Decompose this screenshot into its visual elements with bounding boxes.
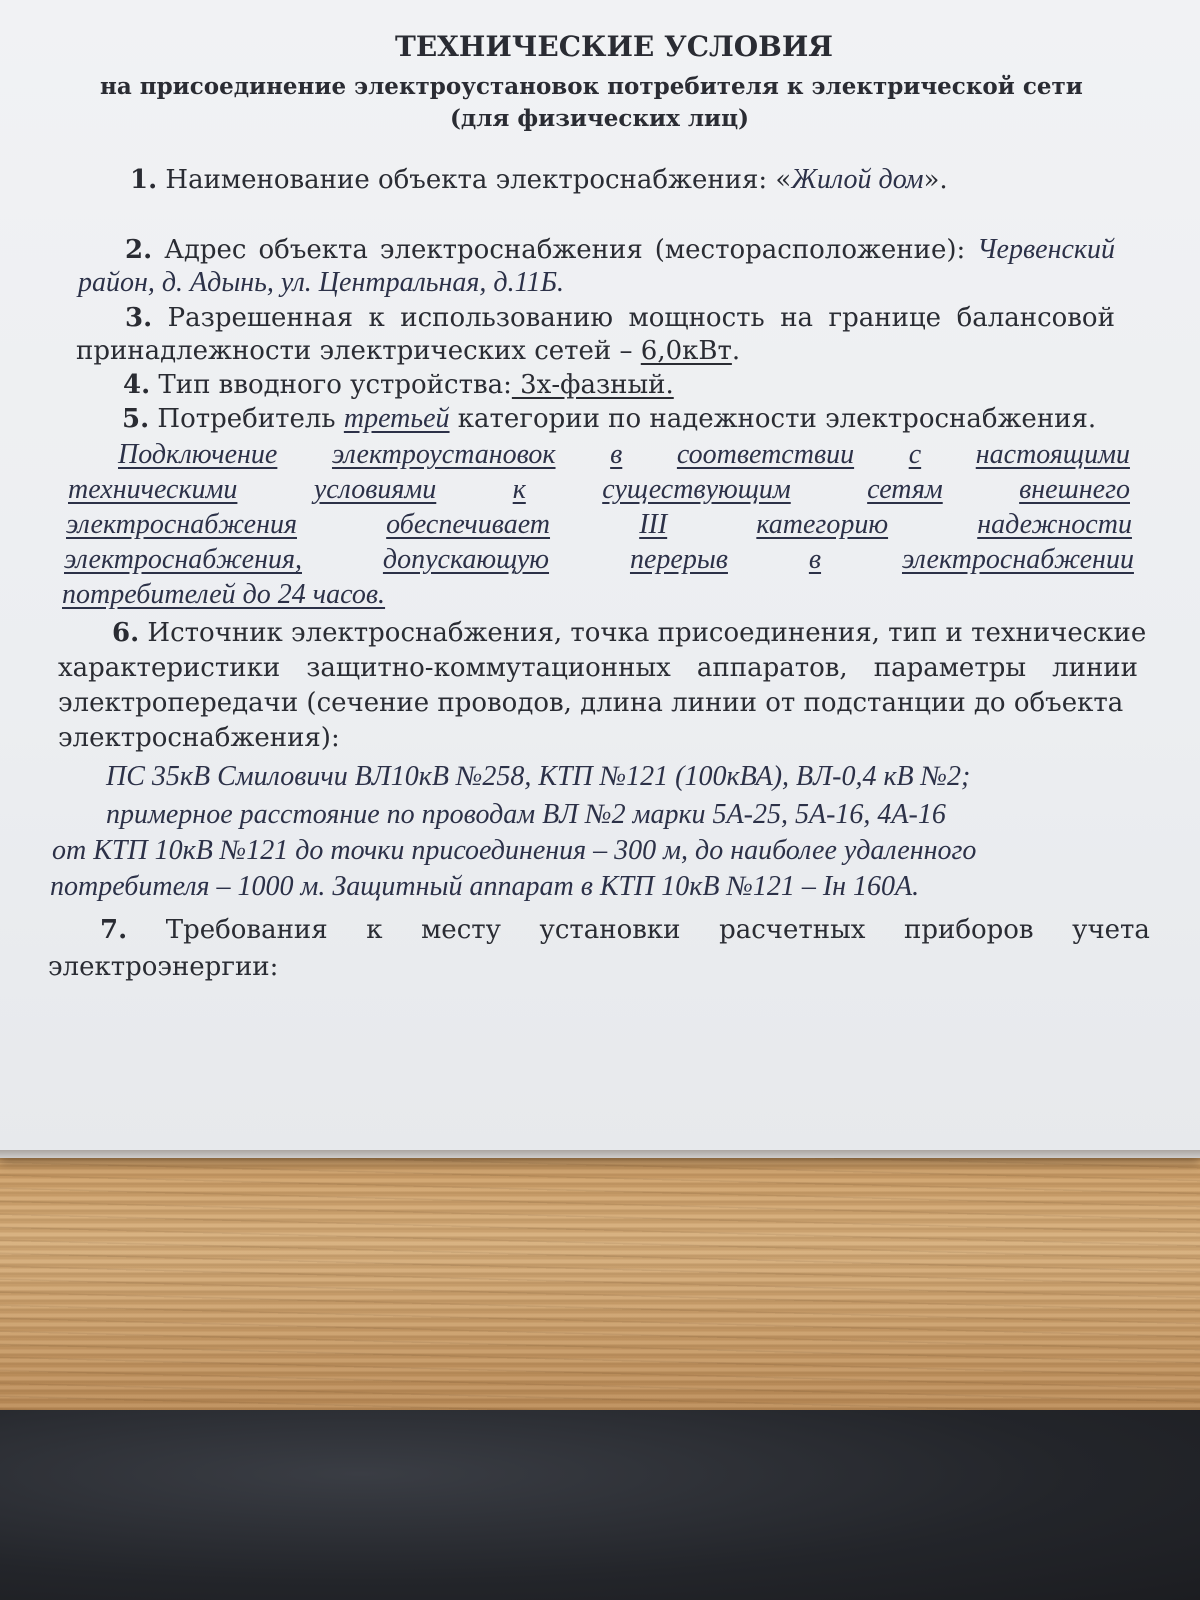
handwritten-word: электроснабжения, (64, 544, 302, 575)
item-1-label: Наименование объекта электроснабжения: « (165, 165, 792, 195)
item-4-number: 4. (123, 370, 151, 400)
handwritten-word: Подключение (118, 439, 278, 470)
item-2-line-1 (125, 235, 1115, 265)
item-4-value: 3х-фазный. (511, 370, 674, 400)
handwritten-word: условиями (313, 474, 437, 505)
item-3-line-1 (125, 303, 1115, 333)
item-6-value-line-1: ПС 35кВ Смиловичи ВЛ10кВ №258, КТП №121 (100кВА), ВЛ-0,4 кВ №2; (106, 761, 971, 792)
handwritten-word: перерыв (629, 544, 728, 575)
item-6-word: защитно-коммутационных (306, 653, 671, 683)
document-subtitle-persons: (для физических лиц) (450, 105, 749, 132)
item-5-handwritten-line-2 (68, 475, 1130, 505)
handwritten-word: соответствии (676, 439, 855, 470)
item-7-word: установки (539, 915, 681, 945)
handwritten-word: в (610, 439, 623, 470)
handwritten-word: настоящими (975, 439, 1130, 470)
item-2-value-line-2: район, д. Адынь, ул. Центральная, д.11Б. (78, 267, 565, 298)
item-2-word: Адрес (164, 235, 247, 265)
item-3-word: Разрешенная (167, 303, 353, 333)
item-6-value-line-4: потребителя – 1000 м. Защитный аппарат в КТП 10кВ №121 – Iн 160А. (50, 871, 920, 902)
handwritten-word: с (908, 439, 922, 470)
background-fabric (0, 1390, 1200, 1600)
handwritten-word: электроустановок (331, 439, 556, 470)
handwritten-word: категорию (756, 509, 889, 540)
item-6-line-3: электропередачи (сечение проводов, длина линии от подстанции до объекта (58, 688, 1124, 718)
item-1 (130, 165, 948, 195)
item-6-line-4: электроснабжения): (58, 723, 340, 753)
handwritten-word: существующим (602, 474, 791, 505)
item-3-value: 6,0кВт (640, 336, 732, 366)
item-6-word: характеристики (58, 653, 281, 683)
item-1-end: ». (923, 165, 948, 195)
item-7-number: 7. (100, 915, 128, 945)
item-7-word: учета (1072, 915, 1150, 945)
item-2-value: Червенский (977, 234, 1115, 265)
item-6-word: линии (1052, 653, 1138, 683)
item-3-line-2 (76, 336, 740, 366)
item-1-number: 1. (130, 165, 158, 195)
handwritten-word: в (808, 544, 822, 575)
item-2-word: электроснабжения (379, 235, 643, 265)
handwritten-word: техническими (68, 474, 238, 505)
item-1-value: Жилой дом (791, 164, 924, 195)
item-4 (123, 370, 674, 400)
item-2-word: объекта (258, 235, 368, 265)
item-7-line-1 (100, 915, 1150, 945)
item-2-word: (месторасположение): (654, 235, 966, 265)
item-3-word: использованию (400, 303, 614, 333)
item-7-word: расчетных (719, 915, 866, 945)
item-3-word: на (780, 303, 814, 333)
item-3-end: . (731, 336, 741, 366)
item-3-number: 3. (125, 303, 153, 333)
item-2-number: 2. (125, 235, 153, 265)
item-6-value-line-2: примерное расстояние по проводам ВЛ №2 марки 5А-25, 5А-16, 4А-16 (106, 799, 946, 830)
handwritten-word: сетям (867, 474, 943, 505)
handwritten-word: электроснабжения (66, 509, 297, 540)
item-7-word: приборов (904, 915, 1034, 945)
item-3-word: границе (828, 303, 942, 333)
handwritten-word: III (639, 509, 668, 540)
item-6-word: аппаратов, (696, 653, 848, 683)
item-7-word: к (366, 915, 383, 945)
item-5-value: третьей (343, 403, 450, 434)
item-5-handwritten-line-1 (118, 440, 1130, 470)
wooden-table (0, 1150, 1200, 1410)
item-6-value-line-3: от КТП 10кВ №121 до точки присоединения – 300 м, до наиболее удаленного (52, 835, 977, 866)
handwritten-word: обеспечивает (386, 509, 551, 540)
item-3-label: принадлежности электрических сетей – (76, 336, 641, 366)
item-6-text: Источник электроснабжения, точка присоединения, тип и технические (147, 618, 1147, 648)
handwritten-word: допускающую (382, 544, 550, 575)
item-4-label: Тип вводного устройства: (158, 370, 512, 400)
item-3-word: балансовой (956, 303, 1115, 333)
item-6-line-2 (58, 653, 1138, 683)
handwritten-word: надежности (977, 509, 1132, 540)
item-3-word: к (368, 303, 385, 333)
item-5-handwritten-line-5: потребителей до 24 часов. (62, 579, 386, 610)
item-7-word: месту (421, 915, 501, 945)
item-6-line-1 (112, 618, 1146, 648)
item-5-pre: Потребитель (157, 404, 344, 434)
handwritten-word: внешнего (1019, 474, 1130, 505)
item-7-word: Требования (165, 915, 328, 945)
handwritten-word: электроснабжении (901, 544, 1134, 575)
item-5-post: категории по надежности электроснабжения. (449, 404, 1097, 434)
item-5 (122, 404, 1096, 434)
item-6-number: 6. (112, 618, 140, 648)
item-6-word: параметры (873, 653, 1027, 683)
item-7-line-2: электроэнергии: (48, 952, 279, 982)
item-5-handwritten-line-4 (64, 545, 1134, 575)
document-subtitle: на присоединение электроустановок потребителя к электрической сети (100, 73, 1083, 100)
item-3-word: мощность (628, 303, 765, 333)
item-5-handwritten-line-3 (66, 510, 1132, 540)
handwritten-word: к (512, 474, 526, 505)
item-5-number: 5. (122, 404, 150, 434)
document-title: ТЕХНИЧЕСКИЕ УСЛОВИЯ (395, 30, 833, 63)
